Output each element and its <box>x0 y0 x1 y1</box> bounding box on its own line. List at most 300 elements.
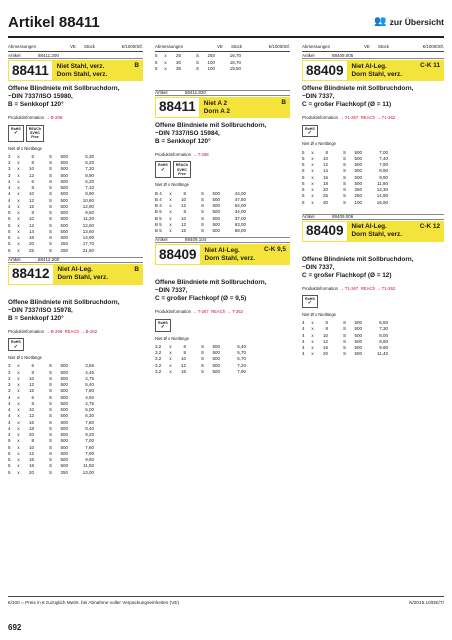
cell-qty: 500 <box>354 320 362 326</box>
cell-times: x <box>169 350 172 356</box>
niet-label: Niet Ø x Nietlänge <box>8 355 42 361</box>
cell-times: x <box>164 65 167 71</box>
cell-length: 6 <box>31 178 34 184</box>
cell-price: 18,70 <box>229 59 241 65</box>
cell-qty: 500 <box>60 407 68 413</box>
cell-price: 9,20 <box>85 432 94 438</box>
product-heading: Offene Blindniete mit Sollbruchdorn, ~DIN 7337/ISO 15980, B = Senkkopf 120° <box>8 85 120 109</box>
cell-times: x <box>17 369 20 375</box>
cell-times: x <box>311 174 314 180</box>
cell-times: x <box>164 59 167 65</box>
prod-info-label: Produktinformation <box>302 115 339 121</box>
cell-price: 9,90 <box>379 345 388 351</box>
cell-diameter: 5 <box>302 180 305 186</box>
cell-ve: S <box>342 199 346 205</box>
cell-price: 12,90 <box>82 203 94 209</box>
cell-diameter: B 5 <box>155 209 162 215</box>
cell-diameter: 5 <box>302 199 305 205</box>
cell-times: x <box>169 228 172 234</box>
cell-price: 7,90 <box>85 450 94 456</box>
cell-price: 9,50 <box>85 210 94 216</box>
cell-times: x <box>311 345 314 351</box>
cell-price: 8,60 <box>379 338 388 344</box>
cell-ve: S <box>48 419 52 425</box>
cell-ve: S <box>342 351 346 357</box>
cell-length: 20 <box>322 187 328 193</box>
cell-times: x <box>169 356 172 362</box>
cell-times: x <box>17 413 20 419</box>
cell-qty: 500 <box>60 419 68 425</box>
header-ve: VE <box>217 44 223 49</box>
product-tag: C-K 9,5 <box>263 246 286 254</box>
cell-ve: S <box>342 162 346 168</box>
cell-qty: 500 <box>60 203 68 209</box>
article-number: 88411.920 <box>185 89 206 95</box>
product-tag: C-K 11 <box>420 62 440 70</box>
rohs-logo <box>302 295 318 308</box>
cell-ve: S <box>48 241 52 247</box>
cell-qty: 500 <box>212 215 220 221</box>
reach-link[interactable]: REACh → T-262 <box>211 309 244 315</box>
cell-times: x <box>311 199 314 205</box>
cell-times: x <box>311 338 314 344</box>
cell-times: x <box>17 382 20 388</box>
prod-info-link[interactable]: → T-268 <box>192 152 209 157</box>
cell-length: 14 <box>28 228 34 234</box>
cell-length: 16 <box>28 457 34 463</box>
cell-qty: 500 <box>60 185 68 191</box>
cell-qty: 500 <box>212 221 220 227</box>
cell-times: x <box>17 450 20 456</box>
cell-times: x <box>17 216 20 222</box>
rohs-label: RoHS <box>11 126 21 131</box>
check-icon: ✓ <box>160 324 165 331</box>
price-table-2 <box>8 363 143 476</box>
cell-times: x <box>311 180 314 186</box>
cell-price: 11,50 <box>83 463 94 469</box>
product-box-2 <box>155 244 290 265</box>
product-heading-2: Offene Blindniete mit Sollbruchdorn, ~DIN 7337, C = großer Flachkopf (Ø = 12) <box>302 255 414 279</box>
cell-times: x <box>17 247 20 253</box>
price-table-2 <box>155 344 290 375</box>
cell-diameter: 5 <box>8 210 11 216</box>
cell-price: 21,50 <box>82 247 94 253</box>
cell-diameter: 5 <box>8 469 11 475</box>
cell-price: 9,90 <box>379 174 388 180</box>
cell-length: 12 <box>28 413 34 419</box>
cell-length: 10 <box>180 215 186 221</box>
cell-diameter: 3 <box>8 375 11 381</box>
cell-ve: S <box>48 369 52 375</box>
cell-qty: 500 <box>354 162 362 168</box>
cell-price: 6,50 <box>379 320 388 326</box>
cell-ve: S <box>48 191 52 197</box>
product-desc-2: Dorn Stahl, verz. <box>204 254 255 262</box>
cell-qty: 500 <box>60 388 68 394</box>
header-price: €/1000/Stf. <box>422 44 444 49</box>
product-desc-2: Dorn Stahl, verz. <box>57 274 108 282</box>
cell-times: x <box>17 400 20 406</box>
cell-ve: S <box>48 228 52 234</box>
cell-qty: 500 <box>60 450 68 456</box>
cell-times: x <box>17 363 20 369</box>
prod-info-link[interactable]: → B-208 <box>45 115 63 121</box>
cell-times: x <box>17 222 20 228</box>
cell-ve: S <box>200 221 204 227</box>
cell-times: x <box>17 388 20 394</box>
cell-times: x <box>169 362 172 368</box>
cell-length: 8 <box>31 160 34 166</box>
prod-info-label: Produktinformation <box>155 152 192 157</box>
reach-link[interactable]: REACh → T1-262 <box>360 115 396 121</box>
cell-qty: 500 <box>60 382 68 388</box>
cell-times: x <box>311 162 314 168</box>
product-desc-1: Niet Al-Leg. <box>57 266 93 274</box>
cell-qty: 500 <box>60 210 68 216</box>
cell-diameter: 5 <box>8 457 11 463</box>
cell-diameter: 5 <box>302 155 305 161</box>
prod-info-label: Produktinformation <box>302 285 339 291</box>
cell-times: x <box>311 193 314 199</box>
cell-price: 8,90 <box>379 168 388 174</box>
article-row <box>302 53 444 59</box>
cell-ve: S <box>48 438 52 444</box>
cell-length: 18 <box>28 425 34 431</box>
cell-diameter: 4 <box>8 178 11 184</box>
cell-length: 6 <box>31 363 34 369</box>
cell-length: 16 <box>322 345 328 351</box>
cell-price: 7,80 <box>85 388 94 394</box>
cell-price: 7,10 <box>85 185 94 191</box>
cell-diameter: 3 <box>8 369 11 375</box>
cell-length: 6 <box>183 343 186 349</box>
cell-price: 4,75 <box>85 400 94 406</box>
cell-ve: S <box>48 160 52 166</box>
cell-ve: S <box>48 203 52 209</box>
cell-diameter: 3 <box>8 388 11 394</box>
overview-link[interactable] <box>374 16 444 27</box>
page-title: Artikel 88411 <box>8 14 100 31</box>
cell-times: x <box>311 155 314 161</box>
product-box <box>302 60 444 81</box>
cell-qty: 500 <box>212 343 220 349</box>
rohs-logo <box>8 338 24 351</box>
cell-times: x <box>17 166 20 172</box>
cell-diameter: 5 <box>302 193 305 199</box>
product-desc-1: Niet Al-Leg. <box>351 62 387 70</box>
cell-length: 25 <box>28 247 34 253</box>
cell-length: 12 <box>322 338 328 344</box>
cell-ve: S <box>48 432 52 438</box>
product-desc-1: Niet Stahl, verz. <box>56 62 105 70</box>
cell-times: x <box>17 153 20 159</box>
header-stk: Stück <box>231 44 242 49</box>
cell-qty: 500 <box>60 197 68 203</box>
cell-qty: 500 <box>60 160 68 166</box>
cell-ve: S <box>195 59 199 65</box>
niet-label: Niet Ø x Nietlänge <box>8 145 42 151</box>
rohs-label: RoHS <box>11 340 21 345</box>
cell-times: x <box>17 172 20 178</box>
cell-times: x <box>17 394 20 400</box>
article-label: Artikel <box>302 52 315 58</box>
cell-price: 17,70 <box>82 241 94 247</box>
reach-link[interactable]: REACh → T1-262 <box>360 285 396 291</box>
cell-qty: 500 <box>212 190 220 196</box>
cell-times: x <box>311 326 314 332</box>
product-number: 88409 <box>155 244 201 265</box>
article-number: 88412.200 <box>38 256 60 262</box>
prod-info-link[interactable]: → B-208 <box>45 328 63 334</box>
product-number: 88411 <box>155 97 200 118</box>
cell-length: 10 <box>180 196 186 202</box>
cell-price: 7,00 <box>379 149 388 155</box>
cell-qty: 500 <box>60 463 68 469</box>
cell-price: 14,90 <box>82 235 94 241</box>
prod-info-link[interactable]: → T-267 <box>192 309 209 315</box>
cell-length: 8 <box>183 190 186 196</box>
cell-qty: 500 <box>60 153 68 159</box>
cell-diameter: 5 <box>302 174 305 180</box>
reach-link[interactable]: REACh → B-262 <box>64 328 98 334</box>
cell-length: 8 <box>31 438 34 444</box>
product-number: 88409 <box>302 221 348 242</box>
cell-times: x <box>17 463 20 469</box>
cell-times: x <box>17 419 20 425</box>
cell-length: 8 <box>183 350 186 356</box>
cell-qty: 500 <box>60 432 68 438</box>
cell-diameter: 4 <box>302 326 305 332</box>
cell-qty: 500 <box>212 356 220 362</box>
cell-length: 12 <box>180 362 186 368</box>
product-box-2 <box>8 264 143 285</box>
niet-label: Niet Ø x Nietlänge <box>155 335 189 341</box>
cell-length: 12 <box>28 172 34 178</box>
cell-ve: S <box>48 407 52 413</box>
cell-ve: S <box>200 190 204 196</box>
cell-price: 37,00 <box>234 215 246 221</box>
cell-diameter: 5 <box>8 438 11 444</box>
cell-diameter: 5 <box>155 65 158 71</box>
cell-ve: S <box>48 463 52 469</box>
cell-diameter: 3,2 <box>155 356 162 362</box>
cell-length: 6 <box>31 394 34 400</box>
cell-diameter: 4 <box>302 351 305 357</box>
cell-length: 8 <box>31 210 34 216</box>
cell-ve: S <box>48 450 52 456</box>
price-table <box>8 154 143 254</box>
cell-ve: S <box>342 174 346 180</box>
cell-diameter: 5 <box>8 216 11 222</box>
prod-info-link[interactable]: → T1-267 <box>339 115 359 121</box>
cell-qty: 500 <box>212 228 220 234</box>
cell-ve: S <box>342 326 346 332</box>
cell-times: x <box>17 235 20 241</box>
cell-price: 8,90 <box>85 191 94 197</box>
cell-ve: S <box>342 155 346 161</box>
price-table-top <box>155 53 290 72</box>
cell-qty: 500 <box>354 180 362 186</box>
cell-ve: S <box>48 382 52 388</box>
header-price: €/1000/Stf. <box>121 44 143 49</box>
cell-times: x <box>17 210 20 216</box>
cell-diameter: 3,2 <box>155 350 162 356</box>
cell-qty: 500 <box>60 166 68 172</box>
cell-length: 10 <box>322 155 328 161</box>
cell-length: 8 <box>31 400 34 406</box>
cell-ve: S <box>48 235 52 241</box>
cell-ve: S <box>200 343 204 349</box>
cell-length: 16 <box>28 388 34 394</box>
product-box-2 <box>302 221 444 242</box>
cell-ve: S <box>48 469 52 475</box>
cell-times: x <box>169 209 172 215</box>
cell-times: x <box>169 368 172 374</box>
cell-price: 8,00 <box>379 332 388 338</box>
cell-length: 6 <box>325 320 328 326</box>
cell-qty: 500 <box>354 345 362 351</box>
cell-length: 16 <box>180 228 186 234</box>
cell-length: 8 <box>325 326 328 332</box>
cell-ve: S <box>48 400 52 406</box>
cell-price: 19,50 <box>229 65 241 71</box>
column-1 <box>8 44 143 476</box>
cell-length: 8 <box>325 149 328 155</box>
cell-length: 10 <box>28 444 34 450</box>
product-desc-2: Dorn Stahl, verz. <box>351 70 402 78</box>
cell-ve: S <box>342 187 346 193</box>
cell-times: x <box>311 351 314 357</box>
cell-ve: S <box>200 356 204 362</box>
header-stk: Stück <box>84 44 95 49</box>
cell-price: 6,30 <box>85 413 94 419</box>
cell-length: 6 <box>31 153 34 159</box>
cell-ve: S <box>200 368 204 374</box>
cell-times: x <box>169 215 172 221</box>
cell-times: x <box>169 343 172 349</box>
prod-info-label: Produktinformation <box>8 328 45 334</box>
cell-price: 12,60 <box>82 222 94 228</box>
article-label: Artikel <box>8 256 21 262</box>
cell-qty: 500 <box>60 235 68 241</box>
cell-qty: 500 <box>60 222 68 228</box>
cell-length: 8 <box>183 209 186 215</box>
cell-ve: S <box>48 444 52 450</box>
cell-price: 5,00 <box>85 407 94 413</box>
cell-qty: 500 <box>212 196 220 202</box>
cell-length: 12 <box>180 203 186 209</box>
cell-price: 7,90 <box>379 162 388 168</box>
cell-qty: 500 <box>212 362 220 368</box>
cell-length: 25 <box>175 53 181 59</box>
cell-ve: S <box>342 345 346 351</box>
niet-label: Niet Ø x Nietlänge <box>155 182 189 188</box>
cell-price: 11,40 <box>377 351 388 357</box>
cell-length: 10 <box>28 216 34 222</box>
product-number: 88411 <box>8 60 53 81</box>
cell-times: x <box>17 407 20 413</box>
cell-price: 8,40 <box>85 425 94 431</box>
column-header <box>302 44 444 52</box>
cell-length: 20 <box>28 469 34 475</box>
article-number: 88409.005 <box>332 52 354 58</box>
cell-qty: 100 <box>207 65 215 71</box>
article-label: Artikel <box>302 213 315 219</box>
cell-diameter: B 5 <box>155 221 162 227</box>
cell-price: 11,20 <box>83 216 94 222</box>
cell-diameter: 3 <box>8 363 11 369</box>
cell-diameter: 3,2 <box>155 343 162 349</box>
cell-ve: S <box>48 153 52 159</box>
product-heading: Offene Blindniete mit Sollbruchdorn, ~DIN 7337, C = großer Flachkopf (Ø = 11) <box>302 85 414 109</box>
cell-diameter: B 4 <box>155 190 162 196</box>
cell-price: 11,80 <box>377 180 388 186</box>
article-row-2 <box>302 214 444 220</box>
cell-ve: S <box>342 168 346 174</box>
product-desc-1: Niet Al-Leg. <box>351 223 387 231</box>
cell-qty: 250 <box>60 247 68 253</box>
cell-times: x <box>17 457 20 463</box>
cell-qty: 500 <box>60 363 68 369</box>
cell-ve: S <box>200 215 204 221</box>
cell-ve: S <box>200 350 204 356</box>
product-number: 88412 <box>8 264 54 285</box>
cell-diameter: 4 <box>8 425 11 431</box>
rohs-label: RoHS <box>305 126 315 131</box>
cell-length: 16 <box>28 419 34 425</box>
cell-times: x <box>169 203 172 209</box>
table-row <box>155 369 290 375</box>
cell-times: x <box>311 168 314 174</box>
product-desc-1: Niet Al-Leg. <box>204 246 240 254</box>
cell-diameter: 5 <box>302 168 305 174</box>
cell-qty: 500 <box>60 444 68 450</box>
cell-length: 16 <box>180 368 186 374</box>
cell-ve: S <box>342 338 346 344</box>
cell-length: 10 <box>28 191 34 197</box>
cell-length: 16 <box>28 235 34 241</box>
column-header <box>8 44 143 52</box>
cell-ve: S <box>200 228 204 234</box>
table-row <box>155 228 290 234</box>
cell-price: 7,20 <box>237 362 246 368</box>
cell-length: 10 <box>322 332 328 338</box>
cell-qty: 500 <box>354 332 362 338</box>
article-number: 88409.104 <box>185 237 207 243</box>
cell-times: x <box>311 187 314 193</box>
product-desc-2: Dorn Stahl, verz. <box>351 231 402 239</box>
cell-length: 35 <box>175 65 181 71</box>
cell-length: 16 <box>28 203 34 209</box>
rohs-logo <box>155 319 171 332</box>
table-row <box>155 66 290 72</box>
cell-qty: 500 <box>60 400 68 406</box>
cell-price: 7,40 <box>379 155 388 161</box>
cell-diameter: 3,2 <box>155 362 162 368</box>
product-tag: C-K 12 <box>419 222 440 230</box>
cell-diameter: 3 <box>8 153 11 159</box>
reach-logo: REACh SVHC Free <box>26 125 44 142</box>
rohs-label: RoHS <box>305 297 315 302</box>
cell-diameter: 4 <box>8 191 11 197</box>
price-table <box>155 191 290 235</box>
cell-length: 12 <box>180 221 186 227</box>
prod-info-link[interactable]: → T1-267 <box>339 285 359 291</box>
cell-price: 34,00 <box>234 209 246 215</box>
cell-price: 10,80 <box>82 197 94 203</box>
cell-qty: 500 <box>354 155 362 161</box>
cell-diameter: 4 <box>8 197 11 203</box>
